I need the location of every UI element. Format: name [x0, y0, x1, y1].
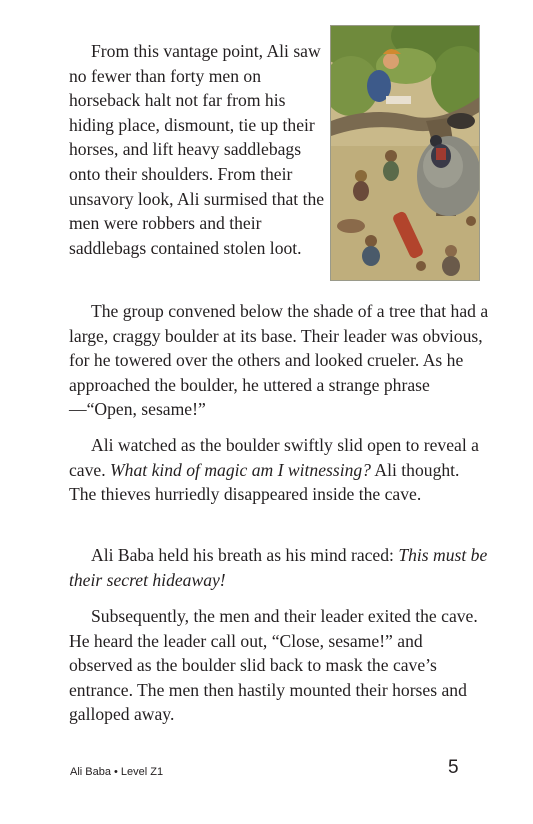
story-illustration	[330, 25, 480, 281]
paragraph-3-thought: What kind of magic am I witnessing?	[110, 459, 371, 480]
footer-book-title: Ali Baba • Level Z1	[70, 766, 164, 778]
paragraph-4-part-a: Ali Baba held his breath as his mind raced:	[91, 545, 399, 565]
paragraph-3-part-a: Ali watched as the boulder swiftly slid open to reveal a cave.	[69, 435, 479, 480]
page-number: 5	[448, 757, 459, 778]
paragraph-2: The group convened below the shade of a tree that had a large, craggy boulder at its base. Their leader was obvious, for he towered over the others and looked crueler. As he approached the boulder, he uttered a strange phrase—“Open, sesame!”	[69, 301, 489, 420]
paragraph-4-thought: This must be their secret hideaway!	[69, 545, 488, 590]
paragraph-1: From this vantage point, Ali saw no fewer than forty men on horseback halt not far from his hiding place, dismount, tie up their horses, and lift heavy saddlebags onto their shoulders. From their unsavory look, Ali surmised that the men were robbers and their saddlebags contained stolen loot.	[69, 41, 325, 258]
paragraph-3-part-c: Ali thought. The thieves hurriedly disappeared inside the cave.	[69, 459, 460, 505]
illustration-graphic	[331, 26, 480, 281]
paragraph-4	[69, 543, 489, 592]
paragraph-3	[69, 433, 489, 507]
paragraph-5: Subsequently, the men and their leader exited the cave. He heard the leader call out, “Close, sesame!” and observed as the boulder slid back to mask the cave’s entrance. The men then hastily mounted their horses and galloped away.	[69, 606, 478, 725]
